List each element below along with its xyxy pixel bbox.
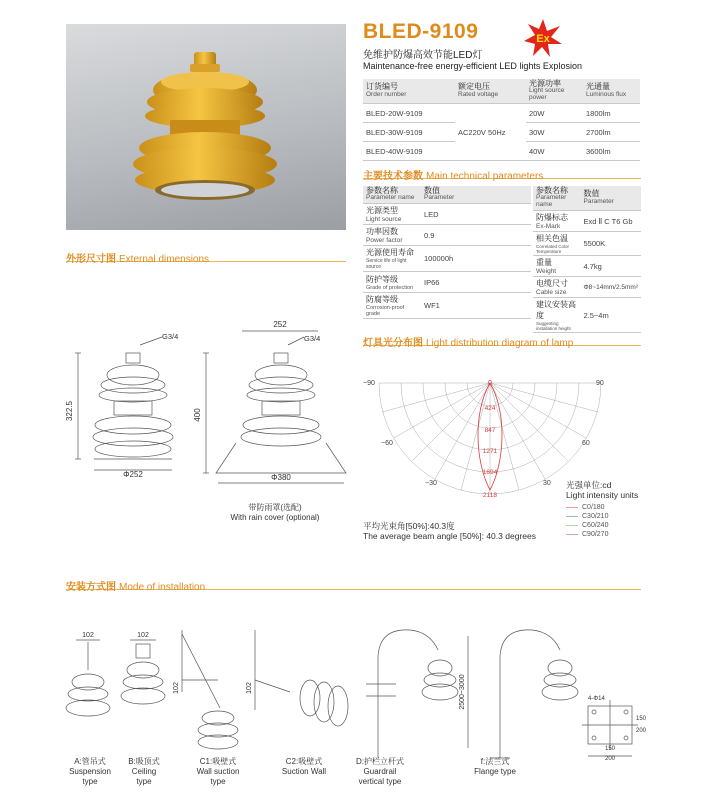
right-thread-label: G3/4 [304, 334, 321, 343]
param-name: 光源类型 Light source [363, 204, 421, 225]
param-value: 100000h [421, 246, 531, 272]
install-type-c1: C1:吸壁式 Wall suction type [196, 757, 240, 786]
luminous-flux: 3600lm [583, 142, 640, 161]
order-number: BLED-40W-9109 [363, 142, 455, 161]
table-row [363, 293, 531, 319]
install-f-h1: 150 [636, 716, 647, 722]
intensity-unit-en: Light intensity units [566, 490, 639, 500]
order-header-flux: 光通量 Luminous flux [583, 79, 640, 104]
param-name: 电缆尺寸 Cable size [533, 277, 581, 298]
order-table-header [363, 79, 640, 104]
tech-table-left [363, 186, 531, 319]
right-diameter-label: Φ380 [271, 473, 291, 482]
param-name: 光源使用寿命 Service life of light source [363, 246, 421, 272]
install-type-d: D:护栏立杆式 Guardrail vertical type [356, 757, 404, 786]
param-name: 相关色温 Correlated Color Temperature [533, 232, 581, 256]
tech-left-header [363, 186, 531, 204]
angle-label-left90: −90 [363, 380, 375, 387]
order-number: BLED-30W-9109 [363, 123, 455, 142]
order-table [363, 79, 640, 161]
ex-star-letter: Ex [536, 33, 550, 45]
param-value: 4.7kg [581, 256, 642, 277]
intensity-unit-cn: 光强单位:cd [566, 480, 612, 490]
tech-section-title: 主要技术参数 Main technical parameters [363, 171, 544, 182]
polar-grid [379, 383, 601, 494]
angle-label-right30: 30 [543, 480, 551, 487]
legend-item: C30/210 [566, 512, 608, 521]
light-power: 20W [526, 104, 583, 123]
table-row [533, 256, 641, 277]
dimensions-section-bar [66, 250, 346, 265]
table-row [533, 211, 641, 232]
param-name: 防爆标志 Ex-Mark [533, 211, 581, 232]
light-power: 30W [526, 123, 583, 142]
param-value-header: 数值 Parameter [581, 186, 642, 211]
param-name: 重量 Weight [533, 256, 581, 277]
install-f-w1: 150 [604, 746, 616, 752]
table-row [363, 272, 531, 293]
install-b-width: 102 [137, 632, 149, 639]
installation-drawings [60, 620, 650, 760]
light-section-title: 灯具光分布图 Light distribution diagram of lamp [363, 338, 574, 349]
light-power: 40W [526, 142, 583, 161]
product-photo [66, 24, 346, 230]
lamp-photo-illustration [66, 24, 346, 230]
legend-item: C90/270 [566, 530, 608, 539]
param-value-header: 数值 Parameter [421, 186, 531, 204]
angle-label-left30: −30 [425, 480, 437, 487]
param-value: 0.9 [421, 225, 531, 246]
param-name: 功率因数 Power factor [363, 225, 421, 246]
dimensions-section-title: 外形尺寸图 External dimensions [66, 254, 210, 265]
param-name-header: 参数名称 Parameter name [363, 186, 421, 204]
param-name-header: 参数名称 Parameter name [533, 186, 581, 211]
install-c2-height: 102 [246, 682, 253, 694]
left-height-label: 322.5 [65, 400, 74, 422]
angle-label-left60: −60 [381, 440, 393, 447]
param-value: LED [421, 204, 531, 225]
radial-label: 847 [484, 427, 496, 434]
left-thread-label: G3/4 [162, 332, 179, 341]
install-c1-height: 102 [173, 682, 180, 694]
dimension-drawings [66, 315, 346, 525]
param-value: 5500K [581, 232, 642, 256]
param-value: IP66 [421, 272, 531, 293]
radial-label: 1271 [482, 448, 498, 455]
table-row [363, 204, 531, 225]
left-lamp-cap [126, 353, 140, 363]
param-value: Exd Ⅱ C T6 Gb [581, 211, 642, 232]
order-number: BLED-20W-9109 [363, 104, 455, 123]
install-a-width: 102 [82, 632, 94, 639]
install-f-h2: 200 [636, 728, 647, 734]
tech-section-bar [363, 167, 641, 182]
rain-cover-caption-cn: 带防雨罩(选配) [248, 503, 302, 512]
radial-label: 1694 [482, 469, 498, 476]
angle-label-zero: 0 [488, 380, 492, 387]
product-title: BLED-9109 [363, 20, 479, 43]
table-row [363, 104, 640, 123]
rain-cover-caption [220, 503, 330, 523]
install-f-w2: 200 [604, 756, 616, 762]
light-section-bar [363, 334, 641, 349]
right-width-label: 252 [273, 320, 287, 329]
param-name: 防护等级 Grade of protection [363, 272, 421, 293]
param-value: WF1 [421, 293, 531, 319]
installation-section-title: 安装方式图 Mode of installation [66, 582, 206, 593]
subtitle-cn: 免维护防爆高效节能LED灯 [363, 50, 483, 61]
beam-angle-en: The average beam angle [50%]: 40.3 degrees [363, 531, 536, 541]
radial-label: 424 [484, 405, 496, 412]
param-value: Φ8~14mm/2.5mm² [581, 277, 642, 298]
subtitle-en: Maintenance-free energy-efficient LED lights Explosion [363, 61, 582, 71]
table-row [533, 277, 641, 298]
left-diameter-label: Φ252 [123, 470, 143, 479]
table-row [363, 246, 531, 272]
order-header-number: 订货编号 Order number [363, 79, 455, 104]
install-type-c2: C2:吸壁式 Suction Wall [281, 757, 327, 776]
install-type-b: B:吸顶式 Ceiling type [128, 757, 160, 786]
install-f-holes: 4-Φ14 [588, 696, 605, 702]
beam-angle-cn: 平均光束角[50%]:40.3度 [363, 521, 455, 531]
legend-item: C60/240 [566, 521, 608, 530]
luminous-flux: 1800lm [583, 104, 640, 123]
angle-label-right60: 60 [582, 440, 590, 447]
chart-legend [566, 503, 608, 539]
rated-voltage: AC220V 50Hz [455, 104, 526, 161]
radial-label: 2118 [483, 492, 497, 499]
angle-label-right90: 90 [596, 380, 604, 387]
installation-section-bar [66, 578, 641, 593]
install-type-f: f:法兰式 Flange type [474, 757, 516, 776]
install-type-a: A:管吊式 Suspension type [69, 757, 111, 786]
legend-item: C0/180 [566, 503, 608, 512]
table-row [363, 225, 531, 246]
table-row [533, 232, 641, 256]
param-name: 防腐等级 Corrosion-proof grade [363, 293, 421, 319]
tech-right-header [533, 186, 641, 211]
tech-table-right [533, 186, 641, 333]
right-height-label: 400 [193, 408, 202, 422]
order-header-power: 光源功率 Light source power [526, 79, 583, 104]
order-header-voltage: 额定电压 Rated voltage [455, 79, 526, 104]
rain-cover-caption-en: With rain cover (optional) [230, 513, 320, 522]
install-e-height: 2500~3000 [459, 674, 466, 710]
table-row [533, 298, 641, 333]
luminous-flux: 2700lm [583, 123, 640, 142]
ex-star-badge [523, 18, 563, 58]
param-name: 建议安装高度 Suggesting installation height [533, 298, 581, 333]
param-value: 2.5~4m [581, 298, 642, 333]
